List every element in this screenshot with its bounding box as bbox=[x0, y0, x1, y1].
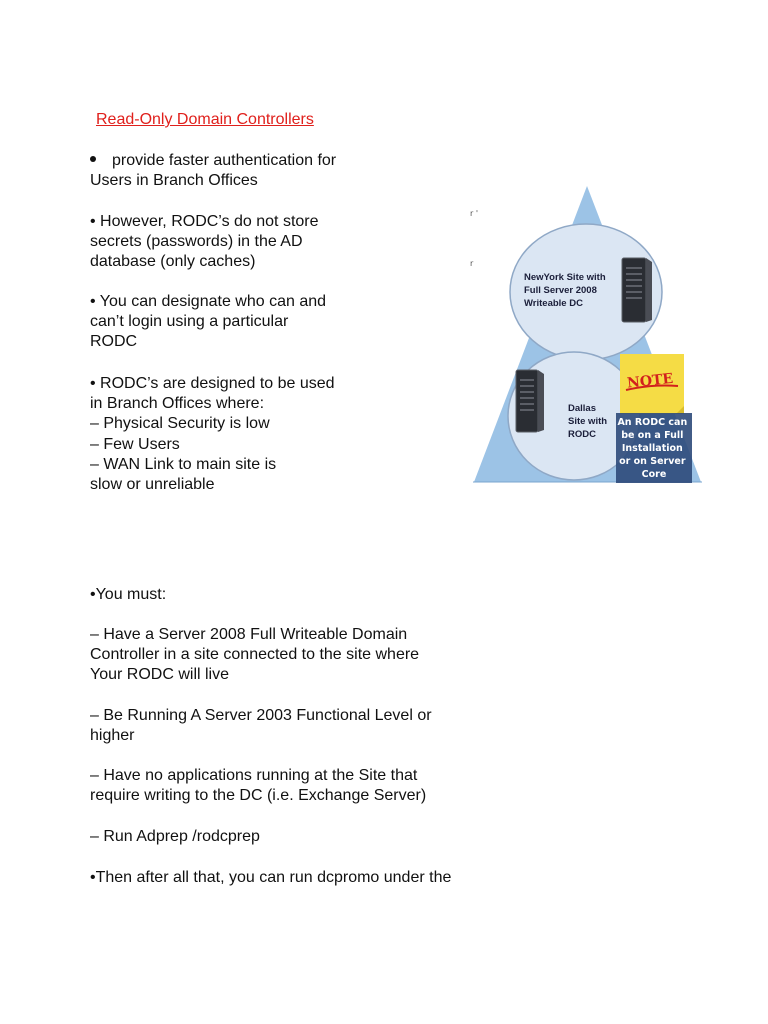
bullet-line: database (only caches) bbox=[90, 253, 256, 271]
bullet-line: – Physical Security is low bbox=[90, 415, 270, 433]
requirement-line: Your RODC will live bbox=[90, 666, 229, 684]
bullet-designate-login bbox=[90, 292, 326, 353]
bullet-faster-auth bbox=[90, 151, 336, 191]
bullet-line: • However, RODC’s do not store bbox=[90, 213, 319, 230]
note-label: NOTE bbox=[626, 370, 674, 392]
bullet-line: slow or unreliable bbox=[90, 476, 215, 494]
page-title: Read-Only Domain Controllers bbox=[96, 111, 314, 128]
requirement-line: •Then after all that, you can run dcpromo under the bbox=[90, 869, 452, 886]
bullet-line: • You can designate who can and bbox=[90, 293, 327, 310]
requirement-adprep bbox=[90, 827, 260, 847]
svg-text:r: r bbox=[470, 259, 474, 268]
requirements-final bbox=[90, 868, 451, 888]
note-text: An RODC can be on a Full Installation or on Server Core bbox=[617, 417, 688, 480]
bullet-line: provide faster authentication for bbox=[112, 152, 337, 169]
newyork-site-label: NewYork Site with Full Server 2008 Writeable DC bbox=[524, 272, 606, 309]
requirement-line: – Run Adprep /rodcprep bbox=[90, 828, 260, 845]
requirements-intro-line: •You must: bbox=[90, 586, 167, 603]
bullet-branch-offices bbox=[90, 374, 335, 495]
requirement-line: – Have a Server 2008 Full Writeable Domain bbox=[90, 626, 408, 643]
bullet-line: can’t login using a particular bbox=[90, 313, 289, 331]
requirement-line: – Be Running A Server 2003 Functional Level or bbox=[90, 707, 432, 724]
dallas-site-label: Dallas Site with RODC bbox=[568, 403, 608, 440]
bullet-line: Users in Branch Offices bbox=[90, 172, 258, 190]
bullet-line: secrets (passwords) in the AD bbox=[90, 233, 303, 251]
requirement-functional-level bbox=[90, 706, 432, 746]
bullet-dot bbox=[90, 156, 96, 162]
bullet-line: • RODC’s are designed to be used bbox=[90, 375, 335, 392]
requirement-writeable-dc bbox=[90, 625, 419, 686]
bullet-line: in Branch Offices where: bbox=[90, 395, 265, 413]
newyork-server-icon bbox=[622, 258, 652, 322]
bullet-line: RODC bbox=[90, 333, 138, 351]
requirement-no-apps bbox=[90, 766, 426, 806]
requirement-line: Controller in a site connected to the site where bbox=[90, 646, 420, 664]
bullet-line: – WAN Link to main site is bbox=[90, 455, 277, 473]
svg-text:r ': r ' bbox=[470, 209, 479, 218]
requirement-line: higher bbox=[90, 727, 135, 745]
requirement-line: require writing to the DC (i.e. Exchange Server) bbox=[90, 787, 427, 805]
requirement-line: – Have no applications running at the Site that bbox=[90, 767, 418, 784]
dallas-server-icon bbox=[516, 370, 544, 432]
note-sticky-icon bbox=[620, 354, 684, 414]
rodc-site-diagram bbox=[466, 184, 708, 484]
requirements-intro bbox=[90, 585, 166, 605]
bullet-no-secrets bbox=[90, 212, 319, 273]
bullet-line: – Few Users bbox=[90, 435, 180, 453]
